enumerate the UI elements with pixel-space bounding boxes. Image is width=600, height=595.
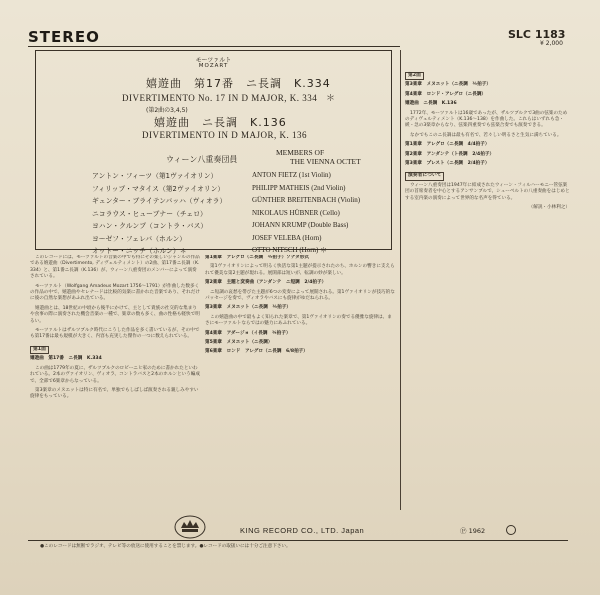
notes-right-column <box>405 70 570 515</box>
member-row <box>92 207 360 220</box>
composer-english: MOZART <box>198 63 229 69</box>
notes-paragraph: モーツァルトはザルツブルク時代にこうした作品を多く書いているが、その中でも第17番は最も規模が大きく、内容も充実した傑作の一つに数えられている。 <box>30 328 200 340</box>
member-name-en: NIKOLAUS HÜBNER (Cello) <box>252 208 340 217</box>
composer-japanese: モーツァルト <box>195 57 232 64</box>
notes-left-column <box>30 255 200 515</box>
member-name-en: JOSEF VELEBA (Horn) <box>252 233 322 242</box>
work1-title-english <box>122 91 336 104</box>
ensemble-japanese: ウィーン八重奏団員 <box>166 155 238 164</box>
member-name-en: PHILIPP MATHEIS (2nd Violin) <box>252 183 346 192</box>
king-record-logo <box>173 514 207 540</box>
catalog-number: SLC 1183 <box>508 28 566 41</box>
member-row <box>92 169 360 182</box>
member-row <box>92 182 360 195</box>
ensemble-english-line1: MEMBERS OF <box>276 148 325 157</box>
notes-heading: 嬉遊曲 ニ長調 K.136 <box>405 101 457 107</box>
work1-title-text: DIVERTIMENTO No. 17 IN D MAJOR, K. 334 <box>122 93 318 103</box>
member-row <box>92 219 360 232</box>
ensemble-english-line2: THE VIENNA OCTET <box>290 157 361 166</box>
member-name-en: OTTO NITSCH (Horn) ＊ <box>252 246 328 255</box>
notes-heading: 第6楽章 ロンド アレグロ（ニ長調 6/8拍子） <box>205 349 308 355</box>
notes-paragraph: ニ短調の哀愁を帯びた主題が6つの変奏によって展開される。第1ヴァイオリンが技巧的なパッセージを奏で、ヴィオラやバスにも旋律がゆだねられる。 <box>205 289 395 302</box>
top-divider <box>28 46 400 47</box>
notes-paragraph: 第1ヴァイオリンによって明るく快活な第1主題が提示されたのち、ホルンの響きに支えられて優美な第2主題が現れる。展開部は短いが、転調の妙が楽しい。 <box>205 264 395 276</box>
member-name-ja: オットー・ニッチ（ホルン）＊ <box>92 247 187 256</box>
member-name-en: ANTON FIETZ (1st Violin) <box>252 171 331 180</box>
copyright-notice: Ⓟ 1962 <box>460 527 486 535</box>
footnote: ●このレコードは無断でラジオ、テレビ等の放送に使用することを禁じます。●レコードの取扱いには十分ご注意下さい。 <box>40 544 291 549</box>
notes-heading: 嬉遊曲 第17番 ニ長調 K.334 <box>30 356 102 362</box>
notes-paragraph: 第3楽章のメヌエットは特に有名で、単独でもしばしば演奏される親しみやすい旋律をもっている。 <box>30 387 199 400</box>
notes-heading: 第1楽章 アレグロ（ニ長調 ¾拍子）ソナタ形式 <box>205 255 309 260</box>
check-seal-icon <box>506 525 516 535</box>
bottom-divider <box>28 540 568 541</box>
stereo-label: STEREO <box>28 28 100 46</box>
notes-paragraph: この曲は1779年の夏に、ザルツブルクのロビーニヒ家のために書かれたといわれている。2本のヴァイオリン、ヴィオラ、コントラバスと2本のホルンという編成で、全部で6楽章からなっている。 <box>30 365 200 384</box>
notes-paragraph: ウィーン八重奏団は1947年に結成されたウィーン・フィルハーモニー管弦楽団の首席奏者を中心とするアンサンブルで、シューベルトの八重奏曲をはじめとする室内楽の演奏によって世界的な名声を得ている。 <box>405 182 570 201</box>
work1-mark: ＊ <box>326 93 336 103</box>
members-list <box>92 169 360 257</box>
price: ¥ 2,000 <box>540 40 563 47</box>
member-name-en: GÜNTHER BREITENBACH (Violin) <box>252 196 361 205</box>
notes-heading: 第4楽章 ロンド・アレグロ（ニ長調） <box>405 91 487 97</box>
movements-note: (第2曲の3,4,5) <box>146 107 188 114</box>
title-box <box>35 50 392 256</box>
member-name-ja: ニコラウス・ヒューブナー（チェロ） <box>92 209 207 218</box>
notes-paragraph: 嬉遊曲とは、18世紀の中頃から後半にかけて、主として貴族の社交的な集まりや食事の際に演奏された機会音楽の一種で、楽章の数も多く、曲の性格も軽快で明るい。 <box>30 305 200 324</box>
notes-heading: 第4楽章 アダージョ（イ長調 ¾拍子） <box>205 330 291 336</box>
notes-heading: 第1楽章 アレグロ（ニ長調 4/4拍子） <box>405 142 490 148</box>
ensemble-english <box>276 148 361 166</box>
work2-title-japanese: 嬉遊曲 ニ長調 K.136 <box>154 116 287 129</box>
performers-label: 演奏者について <box>405 172 444 180</box>
member-name-ja: ギュンター・ブライテンバッハ（ヴィオラ） <box>92 197 227 206</box>
side-two-label: 第2面 <box>405 72 424 80</box>
member-name-ja: フィリップ・マタイス（第2ヴァイオリン） <box>92 184 225 193</box>
notes-heading: 第3楽章 プレスト（ニ長調 2/4拍子） <box>405 161 490 167</box>
member-name-en: JOHANN KRUMP (Double Bass) <box>252 221 349 230</box>
work1-title-japanese: 嬉遊曲 第17番 ニ長調 K.334 <box>146 77 331 90</box>
notes-heading: 第3楽章 メヌエット（ニ長調 ¾拍子） <box>205 305 291 311</box>
notes-paragraph: このレコードには、モーツァルトの音楽の中でも特にその楽しいジャンルの作品である嬉遊曲（Divertimento, ディヴェルティメント）の2曲、第17番ニ長調（K.334）と、第1番ニ長調（K.136）が、ウィーン八重奏団のメンバーによって演奏されている。 <box>30 255 200 280</box>
member-name-ja: ヨーゼフ・フェレバ（ホルン） <box>92 234 187 243</box>
notes-heading: 第2楽章 主題と変奏曲（アンダンテ ニ短調 2/4拍子） <box>205 280 327 286</box>
member-name-ja: アントン・フィーツ（第1ヴァイオリン） <box>92 172 218 181</box>
notes-paragraph: 1772年、モーツァルトは16歳であったが、ザルツブルクで3曲の弦楽のためのディヴェルティメント（K.136〜138）を作曲した。これらはいずれも急・緩・急の3楽章からなり、弦楽四重奏でも弦楽合奏でも演奏できる。 <box>405 110 568 129</box>
member-name-ja: ヨハン・クルンプ（コントラ・バス） <box>92 222 208 231</box>
member-row <box>92 194 360 207</box>
notes-paragraph: なかでもこのニ長調は最も有名で、若々しい明るさと生気に満ちている。 <box>410 132 562 138</box>
notes-paragraph: モーツァルト（Wolfgang Amadeus Mozart 1756〜1791）が作曲した数多くの作品の中で、嬉遊曲やセレナードは比較的気楽に書かれた音楽であり、それだけに彼の自然な楽想があふれ出ている。 <box>30 283 200 302</box>
notes-heading: 第5楽章 メヌエット（ニ長調） <box>205 340 273 346</box>
column-divider <box>400 50 401 510</box>
record-label-name: KING RECORD CO., LTD. Japan <box>240 526 365 535</box>
notes-heading: 第3楽章 メヌエット（ニ長調 ¾拍子） <box>405 82 491 88</box>
notes-paragraph: この嬉遊曲の中で最もよく知られた楽章で、第1ヴァイオリンの奏でる優雅な旋律は、まさにモーツァルトならではの魅力にあふれている。 <box>205 314 392 327</box>
work2-title-english: DIVERTIMENTO IN D MAJOR, K. 136 <box>142 130 308 140</box>
notes-middle-column <box>205 255 395 515</box>
notes-heading: 第2楽章 アンダンテ（ト長調 2/4拍子） <box>405 151 495 157</box>
notes-signature: （解説・小林利之） <box>528 205 570 211</box>
side-one-label: 第1面 <box>30 346 49 354</box>
member-row <box>92 232 360 245</box>
